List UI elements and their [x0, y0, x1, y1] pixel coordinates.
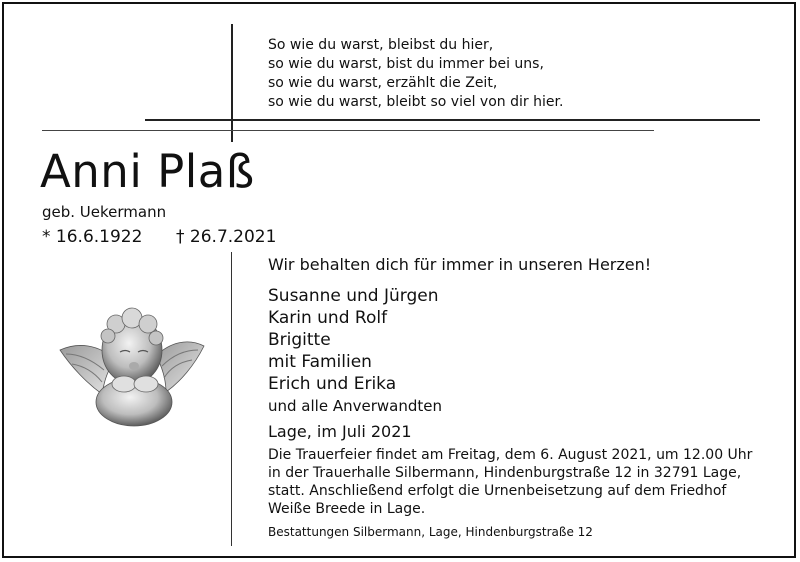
- undertaker-info: Bestattungen Silbermann, Lage, Hindenburgstraße 12: [268, 525, 593, 539]
- mourners-extra: und alle Anverwandten: [268, 397, 442, 415]
- name-divider-line: [42, 130, 654, 131]
- ceremony-line: Weiße Breede in Lage.: [268, 501, 426, 517]
- poem: [268, 36, 563, 112]
- mourner-name: Karin und Rolf: [268, 308, 388, 328]
- poem-line: so wie du warst, erzählt die Zeit,: [268, 75, 498, 91]
- poem-line: So wie du warst, bleibst du hier,: [268, 37, 494, 53]
- place-date: Lage, im Juli 2021: [268, 422, 412, 441]
- deceased-name: Anni Plaß: [40, 145, 255, 198]
- motto: Wir behalten dich für immer in unseren Herzen!: [268, 255, 652, 274]
- mourner-name: mit Familien: [268, 352, 372, 372]
- mourner-name: Susanne und Jürgen: [268, 286, 439, 306]
- ceremony-line: Die Trauerfeier findet am Freitag, dem 6. August 2021, um 12.00 Uhr: [268, 447, 753, 463]
- angel-icon: [58, 302, 206, 430]
- mourner-name: Erich und Erika: [268, 374, 397, 394]
- ceremony-line: in der Trauerhalle Silbermann, Hindenburgstraße 12 in 32791 Lage,: [268, 465, 742, 481]
- death-date: † 26.7.2021: [176, 227, 277, 247]
- mourners-list: [268, 285, 442, 417]
- mourner-name: Brigitte: [268, 330, 331, 350]
- birth-name: geb. Uekermann: [42, 203, 167, 221]
- cross-horizontal-line: [145, 119, 760, 121]
- column-divider-line: [231, 252, 232, 546]
- ceremony-info: [268, 446, 752, 518]
- cross-vertical-line: [231, 24, 233, 142]
- poem-line: so wie du warst, bleibt so viel von dir hier.: [268, 94, 564, 110]
- ceremony-line: statt. Anschließend erfolgt die Urnenbeisetzung auf dem Friedhof: [268, 483, 727, 499]
- poem-line: so wie du warst, bist du immer bei uns,: [268, 56, 544, 72]
- birth-date: * 16.6.1922: [42, 227, 143, 247]
